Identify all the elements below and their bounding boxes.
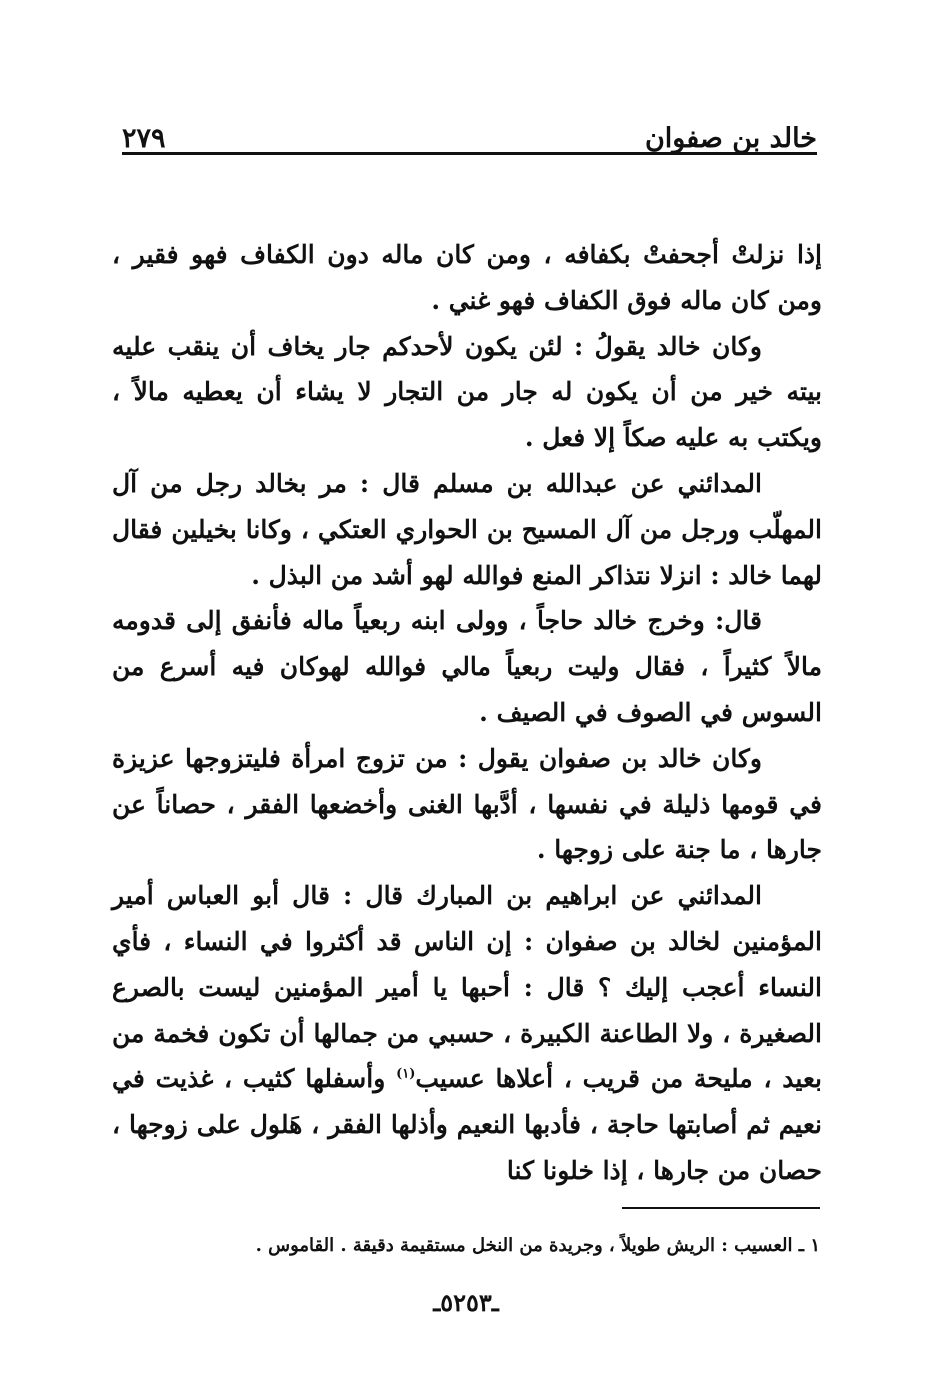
running-header — [122, 108, 817, 154]
page-footer-number: ـ٥٢٥٣ـ — [433, 1288, 499, 1317]
chapter-title: خالد بن صفوان — [644, 123, 817, 154]
paragraph-6-continuation: وأسفلها كثيب ، غذيت في نعيم ثم أصابتها حاجة ، فأدبها النعيم وأذلها الفقر ، هَلول على زوجها ، حصان من جارها ، إذا خلونا كنا — [112, 1064, 822, 1185]
footnote: ١ ـ العسيب : الريش طويلاً ، وجريدة من النخل مستقيمة دقيقة . القاموس . — [255, 1235, 820, 1256]
paragraph-6 — [112, 873, 822, 1194]
paragraph-1: إذا نزلتْ أجحفتْ بكفافه ، ومن كان ماله دون الكفاف فهو فقير ، ومن كان ماله فوق الكفاف فهو غني . — [112, 240, 822, 315]
paragraph-6-text: المدائني عن ابراهيم بن المبارك قال : قال أبو العباس أمير المؤمنين لخالد بن صفوان : إن الناس قد أكثروا في النساء ، فأي النساء أعجب إليك ؟ قال : أحبها يا أمير المؤمنين ليست بالصرع الصغيرة ، ولا الطاعنة الكبيرة ، حسبي من جمالها أن تكون فخمة من بعيد ، مليحة من قريب ، أعلاها عسيب — [112, 881, 822, 1094]
paragraph-2: وكان خالد يقولُ : لئن يكون لأحدكم جار يخاف أن ينقب عليه بيته خير من أن يكون له جار من التجار لا يشاء أن يعطيه مالاً ، ويكتب به عليه صكاً إلا فعل . — [112, 331, 822, 453]
footnote-rule — [622, 1207, 820, 1209]
header-rule — [122, 152, 817, 155]
footnote-reference: (١) — [396, 1067, 416, 1083]
header-page-number: ٢٧٩ — [122, 123, 166, 154]
body-text — [112, 232, 822, 1194]
paragraph-5: وكان خالد بن صفوان يقول : من تزوج امرأة فليتزوجها عزيزة في قومها ذليلة في نفسها ، أدَّبها الغنى وأخضعها الفقر ، حصاناً عن جارها ، ما جنة على زوجها . — [112, 743, 822, 865]
paragraph-4: قال: وخرج خالد حاجاً ، وولى ابنه ربعياً ماله فأنفق إلى قدومه مالاً كثيراً ، فقال وليت ربعياً مالي فوالله لهوكان فيه أسرع من السوس في الصوف في الصيف . — [112, 606, 822, 727]
paragraph-3: المدائني عن عبدالله بن مسلم قال : مر بخالد رجل من آل المهلّب ورجل من آل المسيح بن الحواري العتكي ، وكانا بخيلين فقال لهما خالد : انزلا نتذاكر المنع فوالله لهو أشد من البذل . — [112, 468, 822, 590]
